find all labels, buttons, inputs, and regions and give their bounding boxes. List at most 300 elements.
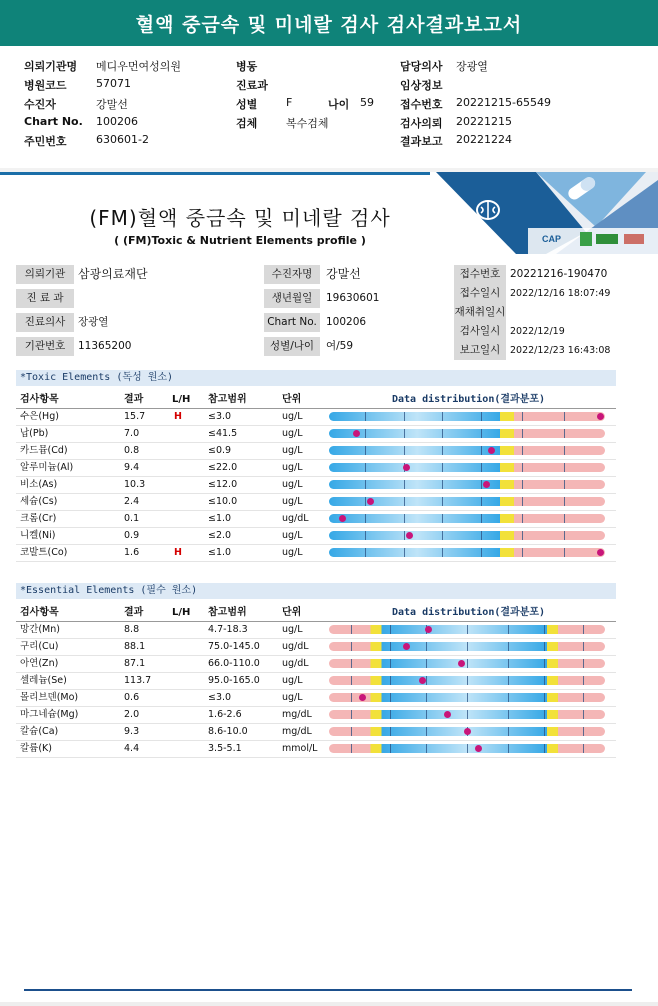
cell-unit: ug/L (282, 692, 303, 703)
receipt-no-value: 20221216-190470 (510, 268, 608, 280)
bar-tick (522, 412, 523, 421)
bar-tick (426, 710, 427, 719)
info-value: 메디우먼여성의원 (96, 60, 182, 73)
cell-name: 망간(Mn) (20, 624, 60, 635)
test-subtitle: ( (FM)Toxic & Nutrient Elements profile ) (114, 234, 366, 247)
col-lh: L/H (172, 607, 191, 618)
essential-section-heading: *Essential Elements (필수 원소) (16, 583, 616, 599)
cell-unit: mg/dL (282, 726, 312, 737)
receipt-date-label: 접수일시 (454, 284, 506, 303)
result-marker (339, 515, 346, 522)
result-marker (403, 464, 410, 471)
result-marker (406, 532, 413, 539)
bar-tick (351, 693, 352, 702)
report-date-label: 보고일시 (454, 341, 506, 360)
cell-result: 4.4 (124, 743, 140, 754)
bar-tick (583, 693, 584, 702)
bar-tick (390, 744, 391, 753)
bar-tick (544, 659, 545, 668)
receipt-date-value: 2022/12/16 18:07:49 (510, 288, 611, 299)
cell-unit: ug/L (282, 675, 303, 686)
bar-tick (522, 548, 523, 557)
distribution-bar (329, 531, 605, 540)
bar-tick (426, 693, 427, 702)
result-marker (403, 643, 410, 650)
cell-result: 2.4 (124, 496, 140, 507)
report-title-bar (0, 0, 658, 46)
result-marker (425, 626, 432, 633)
info-value: 장광열 (456, 60, 488, 73)
col-item: 검사항목 (20, 394, 59, 405)
col-result: 결과 (124, 607, 144, 618)
bar-tick (564, 531, 565, 540)
distribution-bar (329, 463, 605, 472)
bar-tick (508, 710, 509, 719)
bar-tick (522, 429, 523, 438)
distribution-bar (329, 642, 605, 651)
birth-label: 생년월일 (264, 289, 320, 308)
cell-result: 88.1 (124, 641, 146, 652)
age-value: 59 (360, 96, 374, 109)
bar-tick (544, 744, 545, 753)
cell-range: ≤1.0 (208, 513, 232, 524)
cell-result: 1.6 (124, 547, 140, 558)
dept-label: 진 료 과 (16, 289, 74, 308)
cell-name: 몰리브덴(Mo) (20, 692, 79, 703)
footer-strip (0, 1002, 658, 1006)
cell-flag: H (174, 411, 182, 422)
bar-tick (481, 548, 482, 557)
cell-name: 칼슘(Ca) (20, 726, 59, 737)
info-value: 20221215 (456, 115, 512, 128)
cell-range: ≤10.0 (208, 496, 238, 507)
cell-unit: mg/dL (282, 709, 312, 720)
table-row (16, 621, 616, 639)
bar-tick (467, 625, 468, 634)
institution-label: 의뢰기관 (16, 265, 74, 284)
bar-tick (390, 676, 391, 685)
result-marker (458, 660, 465, 667)
result-marker (597, 549, 604, 556)
distribution-bar (329, 429, 605, 438)
info-label: 의뢰기관명 (24, 60, 78, 73)
bar-tick (442, 463, 443, 472)
bar-tick (508, 642, 509, 651)
distribution-bar (329, 710, 605, 719)
cell-unit: ug/L (282, 479, 303, 490)
cell-result: 8.8 (124, 624, 140, 635)
cell-unit: ug/L (282, 624, 303, 635)
cell-result: 9.3 (124, 726, 140, 737)
cell-name: 비소(As) (20, 479, 58, 490)
table-row (16, 527, 616, 545)
bar-tick (481, 497, 482, 506)
table-row (16, 655, 616, 673)
cell-name: 마그네슘(Mg) (20, 709, 79, 720)
bar-tick (564, 429, 565, 438)
code-label: 기관번호 (16, 337, 74, 356)
recollect-value (510, 303, 616, 322)
bar-tick (365, 531, 366, 540)
col-unit: 단위 (282, 394, 302, 405)
cell-name: 수은(Hg) (20, 411, 59, 422)
bar-tick (481, 412, 482, 421)
table-row (16, 689, 616, 707)
cell-result: 0.8 (124, 445, 140, 456)
distribution-bar (329, 744, 605, 753)
test-date-value: 2022/12/19 (510, 326, 565, 337)
cell-unit: ug/L (282, 530, 303, 541)
distribution-bar (329, 446, 605, 455)
table-row (16, 706, 616, 724)
bar-tick (508, 676, 509, 685)
cell-flag: H (174, 547, 182, 558)
table-row (16, 476, 616, 494)
bar-tick (508, 625, 509, 634)
bar-tick (481, 480, 482, 489)
col-result: 결과 (124, 394, 144, 405)
info-label: 진료과 (236, 79, 268, 92)
bar-tick (481, 531, 482, 540)
bar-tick (365, 497, 366, 506)
info-label: 성별 (236, 98, 258, 111)
cell-result: 113.7 (124, 675, 152, 686)
distribution-bar (329, 548, 605, 557)
bar-tick (351, 727, 352, 736)
bar-tick (508, 693, 509, 702)
table-row (16, 425, 616, 443)
bar-tick (522, 446, 523, 455)
bar-tick (564, 412, 565, 421)
bar-tick (351, 642, 352, 651)
cell-range: ≤2.0 (208, 530, 232, 541)
col-distribution: Data distribution(결과분포) (392, 394, 546, 405)
bar-tick (467, 744, 468, 753)
cell-range: ≤41.5 (208, 428, 238, 439)
bar-tick (365, 412, 366, 421)
bar-tick (390, 693, 391, 702)
info-label: 담당의사 (400, 60, 443, 73)
col-range: 참고범위 (208, 607, 247, 618)
cell-name: 셀레늄(Se) (20, 675, 67, 686)
bar-tick (564, 548, 565, 557)
cell-result: 0.9 (124, 530, 140, 541)
bar-tick (365, 480, 366, 489)
footer-line (24, 989, 632, 991)
bar-tick (583, 727, 584, 736)
bar-tick (442, 548, 443, 557)
bar-tick (442, 446, 443, 455)
distribution-bar (329, 659, 605, 668)
cell-name: 알루미늄(Al) (20, 462, 74, 473)
bar-tick (564, 446, 565, 455)
bar-tick (508, 727, 509, 736)
cell-result: 9.4 (124, 462, 140, 473)
cell-result: 7.0 (124, 428, 140, 439)
doctor-value: 장광열 (78, 316, 109, 328)
table-row (16, 638, 616, 656)
table-row (16, 740, 616, 758)
bar-tick (365, 514, 366, 523)
cell-unit: ug/dL (282, 641, 309, 652)
cell-range: 75.0-145.0 (208, 641, 260, 652)
info-value: 630601-2 (96, 133, 149, 146)
bar-tick (404, 497, 405, 506)
info-label: 검체 (236, 117, 258, 130)
result-marker (483, 481, 490, 488)
info-label: 병동 (236, 60, 258, 73)
cell-unit: ug/L (282, 411, 303, 422)
result-marker (359, 694, 366, 701)
cell-range: 4.7-18.3 (208, 624, 248, 635)
bar-tick (404, 514, 405, 523)
bar-tick (404, 531, 405, 540)
bar-tick (583, 625, 584, 634)
bar-tick (522, 514, 523, 523)
info-label: 검사의뢰 (400, 117, 443, 130)
result-marker (444, 711, 451, 718)
cell-range: ≤0.9 (208, 445, 232, 456)
bar-tick (522, 480, 523, 489)
test-title: (FM)혈액 중금속 및 미네랄 검사 (89, 206, 391, 230)
cell-range: 66.0-110.0 (208, 658, 260, 669)
age-label: 나이 (328, 98, 350, 111)
cell-name: 세슘(Cs) (20, 496, 58, 507)
bar-tick (544, 642, 545, 651)
bar-tick (467, 642, 468, 651)
bar-tick (351, 710, 352, 719)
bar-tick (442, 429, 443, 438)
bar-tick (404, 480, 405, 489)
patient-value: 강말선 (326, 267, 361, 281)
cell-name: 크롬(Cr) (20, 513, 57, 524)
bar-tick (442, 531, 443, 540)
birth-value: 19630601 (326, 292, 380, 304)
cell-name: 납(Pb) (20, 428, 49, 439)
cell-range: ≤1.0 (208, 547, 232, 558)
table-row (16, 408, 616, 426)
bar-tick (351, 625, 352, 634)
report-title: 혈액 중금속 및 미네랄 검사 검사결과보고서 (135, 13, 523, 36)
bar-tick (564, 514, 565, 523)
sexage-label: 성별/나이 (264, 337, 320, 356)
result-marker (597, 413, 604, 420)
bar-tick (467, 710, 468, 719)
cell-range: ≤3.0 (208, 692, 232, 703)
cell-unit: mmol/L (282, 743, 318, 754)
info-value: 100206 (96, 115, 138, 128)
cell-name: 아연(Zn) (20, 658, 59, 669)
result-marker (464, 728, 471, 735)
receipt-no-label: 접수번호 (454, 265, 506, 284)
cell-name: 칼륨(K) (20, 743, 52, 754)
bar-tick (583, 642, 584, 651)
essential-column-header (16, 605, 616, 622)
distribution-bar (329, 625, 605, 634)
info-value: F (286, 96, 293, 109)
distribution-bar (329, 497, 605, 506)
result-marker (367, 498, 374, 505)
cell-result: 10.3 (124, 479, 146, 490)
distribution-bar (329, 514, 605, 523)
accreditation-logo (580, 232, 592, 246)
bar-tick (390, 625, 391, 634)
cell-range: ≤3.0 (208, 411, 232, 422)
bar-tick (351, 659, 352, 668)
toxic-section-heading: *Toxic Elements (독성 원소) (16, 370, 616, 386)
cell-result: 87.1 (124, 658, 146, 669)
toxic-column-header (16, 392, 616, 409)
bar-tick (544, 625, 545, 634)
bar-tick (365, 548, 366, 557)
distribution-bar (329, 412, 605, 421)
cell-name: 카드뮴(Cd) (20, 445, 68, 456)
info-value: 20221215-65549 (456, 96, 551, 109)
bar-tick (390, 659, 391, 668)
institution-value: 삼광의료재단 (78, 267, 148, 281)
cell-unit: ug/dL (282, 658, 309, 669)
bar-tick (426, 642, 427, 651)
cell-result: 2.0 (124, 709, 140, 720)
bar-tick (404, 446, 405, 455)
cell-unit: ug/L (282, 428, 303, 439)
bar-tick (426, 659, 427, 668)
bar-tick (442, 480, 443, 489)
bar-tick (404, 548, 405, 557)
cell-name: 구리(Cu) (20, 641, 59, 652)
bar-tick (390, 727, 391, 736)
distribution-bar (329, 727, 605, 736)
info-label: 주민번호 (24, 135, 67, 148)
bar-tick (442, 412, 443, 421)
cell-unit: ug/L (282, 445, 303, 456)
result-marker (475, 745, 482, 752)
bar-tick (544, 727, 545, 736)
cell-unit: ug/L (282, 462, 303, 473)
bar-tick (481, 446, 482, 455)
cap-logo: CAP (542, 234, 562, 244)
cell-range: 3.5-5.1 (208, 743, 242, 754)
cell-name: 코발트(Co) (20, 547, 68, 558)
kolas-logo (596, 234, 618, 244)
bar-tick (467, 676, 468, 685)
distribution-bar (329, 676, 605, 685)
cell-result: 0.1 (124, 513, 140, 524)
bar-tick (365, 429, 366, 438)
distribution-bar (329, 480, 605, 489)
table-row (16, 672, 616, 690)
cell-range: ≤22.0 (208, 462, 238, 473)
bar-tick (564, 463, 565, 472)
table-row (16, 442, 616, 460)
cell-range: 95.0-165.0 (208, 675, 260, 686)
info-value: 57071 (96, 77, 131, 90)
table-row (16, 544, 616, 562)
info-label: 접수번호 (400, 98, 443, 111)
info-label: 수진자 (24, 98, 56, 111)
bar-tick (583, 744, 584, 753)
cell-name: 니켈(Ni) (20, 530, 56, 541)
bar-tick (390, 642, 391, 651)
partner-logo (624, 234, 644, 244)
result-marker (488, 447, 495, 454)
info-label: 병원코드 (24, 79, 67, 92)
bar-tick (467, 659, 468, 668)
info-label: Chart No. (24, 115, 83, 128)
patient-label: 수진자명 (264, 265, 320, 284)
bar-tick (564, 480, 565, 489)
bar-tick (404, 429, 405, 438)
col-range: 참고범위 (208, 394, 247, 405)
cell-range: ≤12.0 (208, 479, 238, 490)
bar-tick (583, 710, 584, 719)
bar-tick (544, 676, 545, 685)
table-row (16, 493, 616, 511)
bar-tick (481, 463, 482, 472)
bar-tick (508, 744, 509, 753)
bar-tick (365, 463, 366, 472)
info-value: 강말선 (96, 98, 128, 111)
col-lh: L/H (172, 394, 191, 405)
code-value: 11365200 (78, 340, 132, 352)
table-row (16, 459, 616, 477)
top-info-panel (0, 46, 658, 169)
distribution-bar (329, 693, 605, 702)
bar-tick (426, 744, 427, 753)
bar-tick (467, 693, 468, 702)
info-label: 결과보고 (400, 135, 443, 148)
table-row (16, 723, 616, 741)
bar-tick (522, 497, 523, 506)
bar-tick (583, 676, 584, 685)
bar-tick (522, 531, 523, 540)
cell-unit: ug/L (282, 496, 303, 507)
dept-value (78, 289, 258, 308)
bar-tick (481, 514, 482, 523)
bar-tick (442, 497, 443, 506)
cell-result: 15.7 (124, 411, 146, 422)
bar-tick (351, 676, 352, 685)
cell-unit: ug/dL (282, 513, 309, 524)
bar-tick (481, 429, 482, 438)
report-date-value: 2022/12/23 16:43:08 (510, 345, 611, 356)
info-value: 20221224 (456, 133, 512, 146)
bar-tick (508, 659, 509, 668)
col-item: 검사항목 (20, 607, 59, 618)
cell-range: 8.6-10.0 (208, 726, 248, 737)
col-unit: 단위 (282, 607, 302, 618)
bar-tick (522, 463, 523, 472)
cell-range: 1.6-2.6 (208, 709, 242, 720)
bar-tick (544, 693, 545, 702)
bar-tick (426, 727, 427, 736)
info-label: 임상정보 (400, 79, 443, 92)
chart-label: Chart No. (264, 313, 320, 332)
col-distribution: Data distribution(결과분포) (392, 607, 546, 618)
bar-tick (351, 744, 352, 753)
result-marker (353, 430, 360, 437)
cell-unit: ug/L (282, 547, 303, 558)
bar-tick (544, 710, 545, 719)
chart-value: 100206 (326, 316, 367, 328)
recollect-label: 재채취일시 (454, 303, 506, 322)
cell-result: 0.6 (124, 692, 140, 703)
info-value: 복수검체 (286, 117, 329, 130)
doctor-label: 진료의사 (16, 313, 74, 332)
test-date-label: 검사일시 (454, 322, 506, 341)
bar-tick (390, 710, 391, 719)
bar-tick (404, 412, 405, 421)
